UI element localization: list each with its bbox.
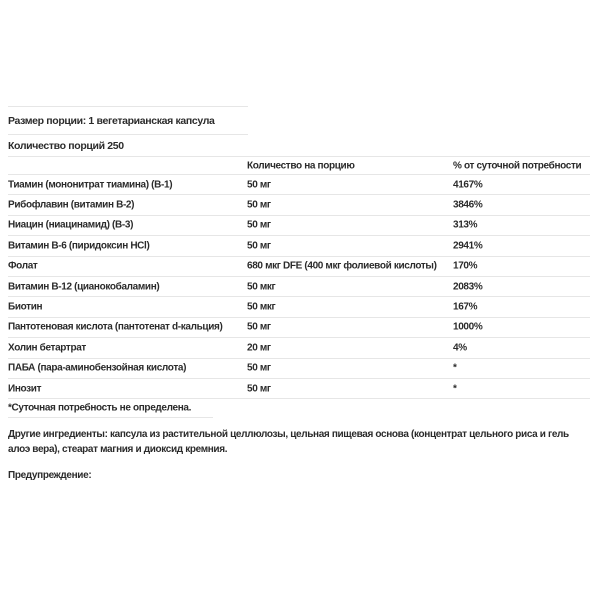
amount-column-header: Количество на порцию bbox=[247, 160, 355, 171]
nutrient-amount-cell: 20 мг bbox=[247, 342, 271, 354]
table-row bbox=[8, 358, 590, 378]
nutrient-daily-value-cell: * bbox=[453, 362, 457, 374]
nutrient-amount-cell: 680 мкг DFE (400 мкг фолиевой кислоты) bbox=[247, 260, 437, 272]
daily-value-column-header: % от суточной потребности bbox=[453, 160, 582, 171]
nutrient-amount-cell: 50 мг bbox=[247, 219, 271, 231]
nutrient-daily-value-cell: 2941% bbox=[453, 240, 483, 252]
nutrient-name-cell: Витамин В-12 (цианокобаламин) bbox=[8, 281, 160, 293]
nutrient-name-cell: Ниацин (ниацинамид) (В-3) bbox=[8, 219, 134, 231]
table-row bbox=[8, 215, 590, 235]
nutrient-name-cell: Биотин bbox=[8, 301, 43, 313]
table-row bbox=[8, 337, 590, 357]
nutrient-amount-cell: 50 мг bbox=[247, 199, 271, 211]
table-row bbox=[8, 174, 590, 194]
nutrient-daily-value-cell: 3846% bbox=[453, 199, 483, 211]
nutrient-amount-cell: 50 мг bbox=[247, 383, 271, 395]
servings-per-container-row bbox=[8, 134, 248, 156]
nutrient-name-cell: Холин бетартрат bbox=[8, 342, 86, 354]
supplement-facts-panel bbox=[8, 106, 590, 481]
nutrient-daily-value-cell: * bbox=[453, 383, 457, 395]
table-row bbox=[8, 296, 590, 316]
footnote-text: *Суточная потребность не определена. bbox=[8, 402, 192, 414]
nutrients-table bbox=[8, 156, 590, 418]
nutrient-name-cell: Рибофлавин (витамин В-2) bbox=[8, 199, 135, 211]
nutrient-amount-cell: 50 мг bbox=[247, 321, 271, 333]
nutrient-amount-cell: 50 мг bbox=[247, 179, 271, 191]
nutrient-amount-cell: 50 мкг bbox=[247, 281, 276, 293]
table-body bbox=[8, 174, 590, 398]
nutrient-amount-cell: 50 мкг bbox=[247, 301, 276, 313]
nutrient-daily-value-cell: 2083% bbox=[453, 281, 483, 293]
nutrient-daily-value-cell: 4% bbox=[453, 342, 467, 354]
table-row bbox=[8, 256, 590, 276]
nutrient-daily-value-cell: 1000% bbox=[453, 321, 483, 333]
nutrient-name-cell: Фолат bbox=[8, 260, 38, 272]
footnote-row bbox=[8, 398, 590, 417]
nutrient-daily-value-cell: 313% bbox=[453, 219, 478, 231]
nutrient-name-cell: Инозит bbox=[8, 383, 42, 395]
nutrient-name-cell: Витамин В-6 (пиридоксин HCl) bbox=[8, 240, 150, 252]
nutrient-daily-value-cell: 167% bbox=[453, 301, 478, 313]
nutrient-name-cell: Пантотеновая кислота (пантотенат d-кальция) bbox=[8, 321, 223, 333]
table-row bbox=[8, 194, 590, 214]
nutrient-name-cell: ПАБА (пара-аминобензойная кислота) bbox=[8, 362, 187, 374]
nutrient-name-cell: Тиамин (мононитрат тиамина) (В-1) bbox=[8, 179, 173, 191]
servings-per-container-text: Количество порций 250 bbox=[8, 139, 124, 152]
table-header-row bbox=[8, 156, 590, 174]
other-ingredients-text: Другие ингредиенты: капсула из растительной целлюлозы, цельная пищевая основа (концентрат цельного риса и гель алоэ вера), стеарат магния и диоксид кремния. bbox=[8, 429, 569, 456]
nutrient-amount-cell: 50 мг bbox=[247, 240, 271, 252]
serving-size-row bbox=[8, 106, 248, 134]
nutrient-daily-value-cell: 170% bbox=[453, 260, 478, 272]
footnote-divider bbox=[8, 417, 213, 418]
nutrient-daily-value-cell: 4167% bbox=[453, 179, 483, 191]
nutrient-amount-cell: 50 мг bbox=[247, 362, 271, 374]
table-row bbox=[8, 317, 590, 337]
warning-label: Предупреждение: bbox=[8, 470, 92, 482]
serving-size-text: Размер порции: 1 вегетарианская капсула bbox=[8, 114, 215, 127]
table-row bbox=[8, 235, 590, 255]
table-row bbox=[8, 276, 590, 296]
table-row bbox=[8, 378, 590, 398]
